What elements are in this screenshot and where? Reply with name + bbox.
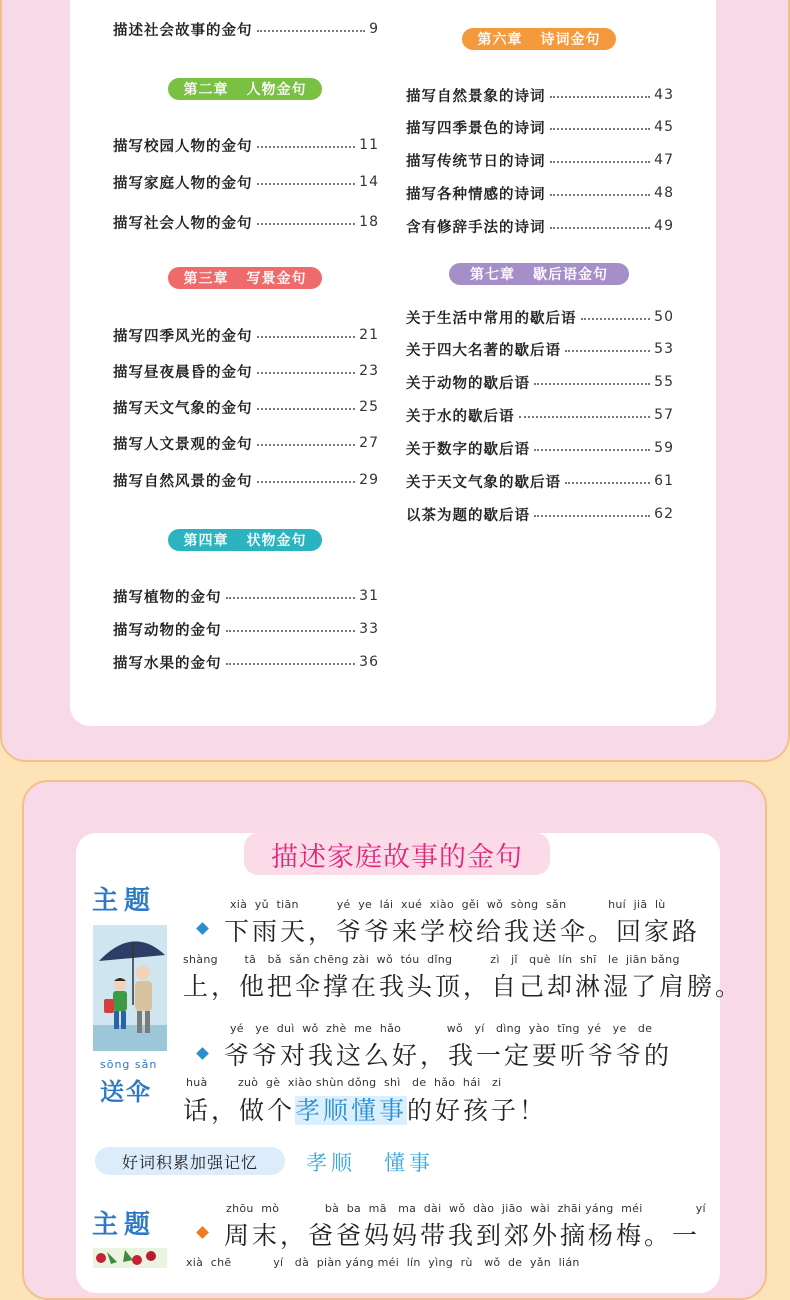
toc-entry[interactable] <box>113 135 379 155</box>
toc-entry-title: 关于数字的歇后语 <box>406 441 530 458</box>
toc-entry[interactable] <box>113 652 379 672</box>
toc-entry-page: 50 <box>654 309 674 325</box>
toc-entry-title: 描写各种情感的诗词 <box>406 186 546 203</box>
pinyin-line: shàng tā bǎ sǎn chēng zài wǒ tóu dǐng zì jǐ què lín shī le jiān bǎng <box>183 953 680 966</box>
toc-leader-dots <box>257 223 356 225</box>
toc-entry-page: 61 <box>654 473 674 489</box>
toc-entry-title: 描写四季景色的诗词 <box>406 120 546 137</box>
toc-leader-dots <box>550 194 651 196</box>
toc-leader-dots <box>550 161 651 163</box>
toc-leader-dots <box>257 444 356 446</box>
toc-entry-title: 关于四大名著的歇后语 <box>406 342 561 359</box>
theme-label: 主题 <box>92 880 156 917</box>
toc-entry-page: 53 <box>654 341 674 357</box>
toc-entry[interactable] <box>406 183 674 203</box>
toc-leader-dots <box>257 336 356 338</box>
toc-entry[interactable] <box>406 117 674 137</box>
toc-entry-title: 描写校园人物的金句 <box>113 138 253 155</box>
toc-entry-title: 描写人文景观的金句 <box>113 436 253 453</box>
toc-entry[interactable] <box>113 172 379 192</box>
toc-entry-page: 25 <box>359 399 379 415</box>
toc-entry-page: 18 <box>359 214 379 230</box>
vocab-label: 好词积累加强记忆 <box>95 1147 285 1175</box>
toc-leader-dots <box>565 482 650 484</box>
toc-entry-title: 关于生活中常用的歇后语 <box>406 310 577 327</box>
toc-entry-page: 48 <box>654 185 674 201</box>
sentence-line: 话，做个孝顺懂事的好孩子！ <box>183 1096 548 1125</box>
chapter-heading: 第六章 诗词金句 <box>462 28 616 50</box>
chapter-heading: 第七章 歇后语金句 <box>449 263 629 285</box>
toc-entry[interactable] <box>113 586 379 606</box>
toc-entry-page: 27 <box>359 435 379 451</box>
theme-word-pinyin: sōng sǎn <box>100 1058 158 1071</box>
toc-entry[interactable] <box>406 504 674 524</box>
toc-entry-title: 以茶为题的歇后语 <box>406 507 530 524</box>
vocab-word: 懂事 <box>384 1151 434 1175</box>
toc-entry-title: 描写自然风景的金句 <box>113 473 253 490</box>
toc-leader-dots <box>534 515 650 517</box>
toc-entry-title: 描写社会人物的金句 <box>113 215 253 232</box>
toc-entry-title: 描写水果的金句 <box>113 655 222 672</box>
toc-entry[interactable] <box>113 19 379 39</box>
umbrella-illustration <box>93 925 167 1051</box>
toc-entry-page: 29 <box>359 472 379 488</box>
theme-word: 送伞 <box>100 1077 152 1106</box>
toc-entry-page: 45 <box>654 119 674 135</box>
toc-entry-title: 描写传统节日的诗词 <box>406 153 546 170</box>
toc-entry-page: 59 <box>654 440 674 456</box>
toc-leader-dots <box>257 408 356 410</box>
toc-entry-page: 55 <box>654 374 674 390</box>
toc-entry-title: 描写天文气象的金句 <box>113 400 253 417</box>
toc-entry[interactable] <box>406 372 674 392</box>
sentence-line: 爷爷对我这么好，我一定要听爷爷的 <box>224 1041 673 1070</box>
toc-leader-dots <box>226 630 356 632</box>
toc-entry-title: 描写昼夜晨昏的金句 <box>113 364 253 381</box>
toc-leader-dots <box>550 128 651 130</box>
chapter-heading: 第四章 状物金句 <box>168 529 322 551</box>
bayberry-illustration <box>93 1248 167 1268</box>
sentence-line: 上，他把伞撑在我头顶，自己却淋湿了肩膀。 <box>183 972 744 1001</box>
toc-entry[interactable] <box>113 433 379 453</box>
toc-entry[interactable] <box>406 471 674 491</box>
toc-entry[interactable] <box>406 85 674 105</box>
toc-entry-title: 描写动物的金句 <box>113 622 222 639</box>
toc-entry-page: 33 <box>359 621 379 637</box>
pinyin-line: xià yǔ tiān yé ye lái xué xiào gěi wǒ sòng sǎn huí jiā lù <box>230 898 666 911</box>
toc-leader-dots <box>534 383 650 385</box>
toc-entry-title: 描写植物的金句 <box>113 589 222 606</box>
chapter-heading: 第二章 人物金句 <box>168 78 322 100</box>
toc-entry-title: 描写家庭人物的金句 <box>113 175 253 192</box>
toc-entry[interactable] <box>113 619 379 639</box>
sentence-line: 下雨天，爷爷来学校给我送伞。回家路 <box>224 917 701 946</box>
toc-leader-dots <box>226 663 356 665</box>
toc-entry-title: 描写四季风光的金句 <box>113 328 253 345</box>
toc-entry[interactable] <box>113 361 379 381</box>
toc-entry-page: 57 <box>654 407 674 423</box>
toc-entry[interactable] <box>113 212 379 232</box>
toc-entry-page: 31 <box>359 588 379 604</box>
theme-label: 主题 <box>92 1204 156 1241</box>
sentence-line: 周末，爸爸妈妈带我到郊外摘杨梅。一 <box>224 1221 701 1250</box>
toc-leader-dots <box>257 30 366 32</box>
toc-leader-dots <box>257 372 356 374</box>
toc-leader-dots <box>550 96 651 98</box>
toc-entry-page: 43 <box>654 87 674 103</box>
toc-leader-dots <box>257 481 356 483</box>
toc-entry[interactable] <box>406 405 674 425</box>
toc-leader-dots <box>519 416 651 418</box>
toc-entry-page: 49 <box>654 218 674 234</box>
toc-leader-dots <box>550 227 651 229</box>
toc-entry-title: 描写自然景象的诗词 <box>406 88 546 105</box>
pinyin-line: yé ye duì wǒ zhè me hǎo wǒ yí dìng yào tīng yé ye de <box>230 1022 653 1035</box>
toc-leader-dots <box>257 183 356 185</box>
toc-entry[interactable] <box>113 397 379 417</box>
toc-leader-dots <box>565 350 650 352</box>
toc-leader-dots <box>257 146 356 148</box>
toc-entry-page: 21 <box>359 327 379 343</box>
toc-entry[interactable] <box>406 339 674 359</box>
chapter-heading: 第三章 写景金句 <box>168 267 322 289</box>
toc-entry[interactable] <box>113 325 379 345</box>
toc-leader-dots <box>226 597 356 599</box>
toc-entry-title: 关于天文气象的歇后语 <box>406 474 561 491</box>
toc-entry-title: 含有修辞手法的诗词 <box>406 219 546 236</box>
vocab-word: 孝顺 <box>306 1151 356 1175</box>
toc-entry-page: 11 <box>359 137 379 153</box>
pinyin-line: huà zuò gè xiào shùn dǒng shì de hǎo hái zi <box>186 1076 502 1089</box>
pinyin-line: zhōu mò bà ba mā ma dài wǒ dào jiāo wài zhāi yáng méi yí <box>226 1202 706 1215</box>
toc-entry-page: 47 <box>654 152 674 168</box>
pinyin-line: xià chē yí dà piàn yáng méi lín yìng rù wǒ de yǎn lián <box>186 1256 580 1269</box>
highlight-phrase: 孝顺懂事 <box>295 1096 408 1125</box>
toc-entry-title: 描述社会故事的金句 <box>113 22 253 39</box>
toc-entry[interactable] <box>406 150 674 170</box>
toc-entry-title: 关于水的歇后语 <box>406 408 515 425</box>
toc-entry-title: 关于动物的歇后语 <box>406 375 530 392</box>
toc-leader-dots <box>534 449 650 451</box>
toc-entry[interactable] <box>406 216 674 236</box>
toc-entry[interactable] <box>113 470 379 490</box>
toc-entry[interactable] <box>406 438 674 458</box>
toc-entry-page: 14 <box>359 174 379 190</box>
toc-entry-page: 23 <box>359 363 379 379</box>
section-title: 描述家庭故事的金句 <box>244 833 550 875</box>
toc-entry-page: 9 <box>369 21 379 37</box>
toc-entry-page: 36 <box>359 654 379 670</box>
toc-entry-page: 62 <box>654 506 674 522</box>
toc-entry[interactable] <box>406 307 674 327</box>
toc-leader-dots <box>581 318 651 320</box>
